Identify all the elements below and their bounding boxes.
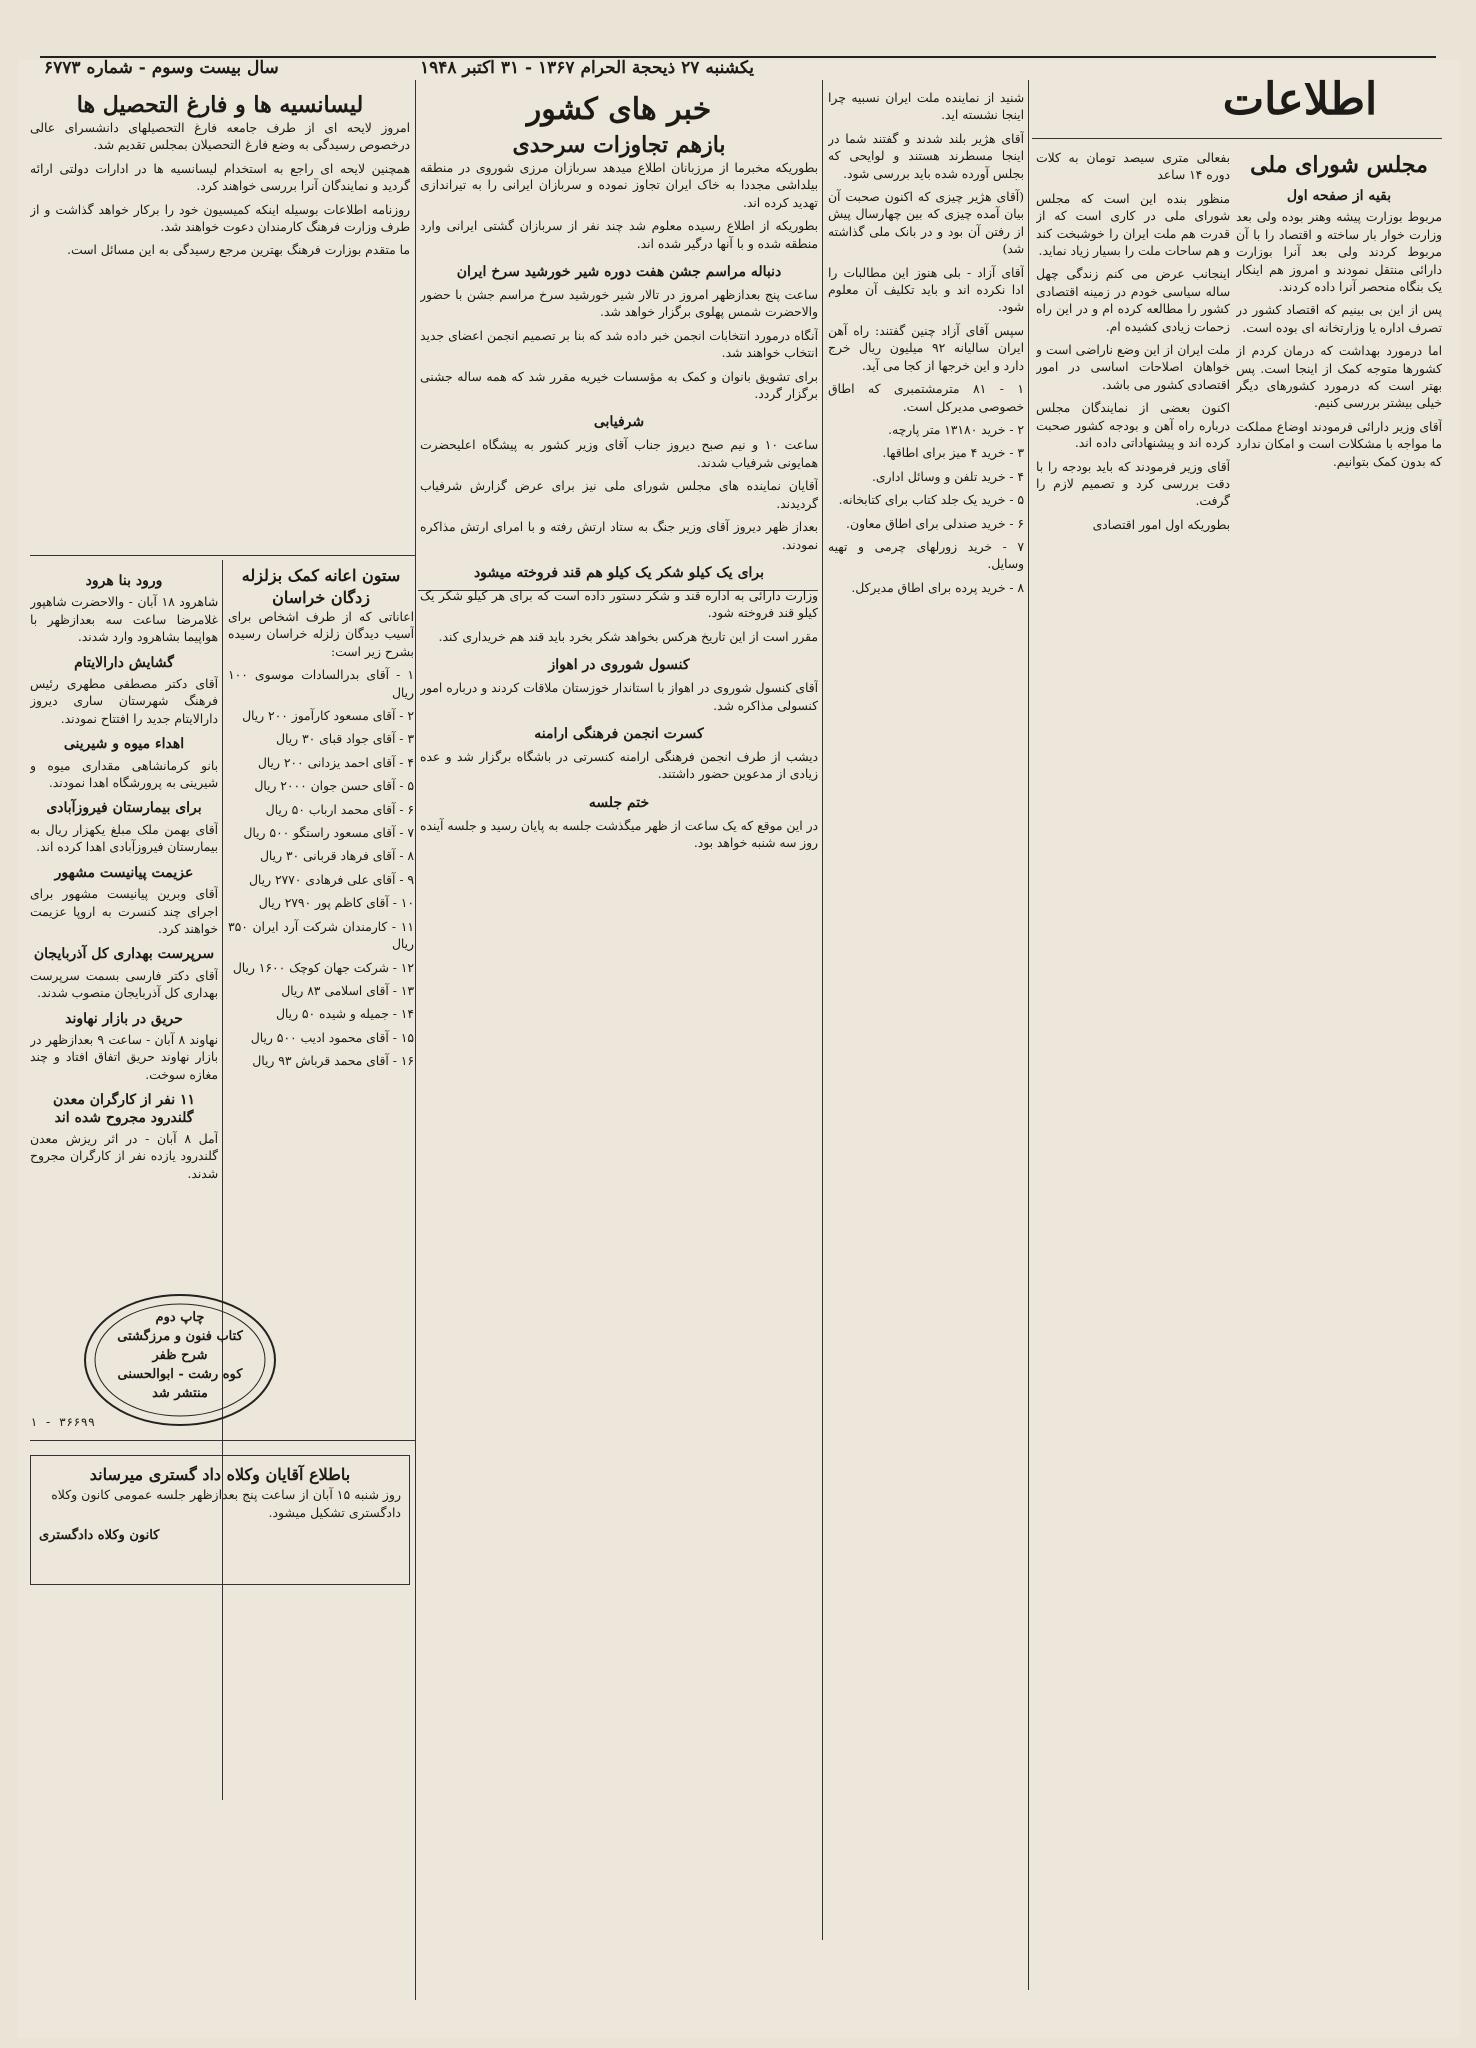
column-rule	[822, 80, 823, 1940]
news-paragraph: بطوریکه مخبرما از مرزبانان اطلاع میدهد سربازان مرزی شوروی در منطقه بیلداشی مجددا به خاک ایران تجاوز نموده و سربازان ایرانی را به تیراندازی تهدید کرده اند.	[420, 161, 818, 210]
masthead-logo	[1160, 70, 1440, 130]
column-rule	[1028, 80, 1029, 1990]
date-line: یکشنبه ۲۷ ذیحجة الحرام ۱۳۶۷ - ۳۱ اکتبر ۱۹۴۸	[420, 58, 754, 78]
news-headline: عزیمت پیانیست مشهور	[54, 864, 194, 881]
donation-item: ۱۰ - آقای کاظم پور ۲۷۹۰ ریال	[258, 896, 414, 911]
news-paragraph: آقایان نماینده های مجلس شورای ملی نیز برای عرض گزارش شرفیاب گردیدند.	[420, 479, 818, 511]
news-headline: اهداء میوه و شیرینی	[63, 736, 185, 753]
list-item: ۸ - خرید پرده برای اطاق مدیرکل.	[851, 580, 1024, 595]
donation-item: ۶ - آقای محمد ارباب ۵۰ ریال	[265, 802, 414, 817]
news-paragraph: بعداز ظهر دیروز آقای وزیر جنگ به ستاد ارتش رفته و با امرای ارتش مذاکره نمودند.	[420, 520, 818, 552]
news-headline: کسرت انجمن فرهنگی ارامنه	[534, 725, 704, 742]
book-ad-stamp	[80, 1290, 280, 1430]
majlis-paragraph: ملت ایران از این وضع ناراضی است و خواهان اصلاحات اساسی در امور اقتصادی کشور می باشد.	[1036, 343, 1230, 392]
section-rule	[30, 1440, 415, 1441]
donation-item: ۷ - آقای مسعود راستگو ۵۰۰ ریال	[243, 826, 414, 841]
majlis-paragraph: بطوریکه اول امور اقتصادی	[1092, 517, 1230, 532]
news-headline: دنباله مراسم جشن هفت دوره شیر خورشید سرخ ایران	[456, 264, 782, 281]
majlis-paragraph: آقای آزاد - بلی هنوز این مطالبات را ادا نکرده اند و باید تکلیف آن معلوم شود.	[828, 265, 1024, 315]
majlis-intro: بفعالی متری سیصد تومان به کلات دوره ۱۴ ساعد	[1036, 151, 1230, 183]
list-item: ۴ - خرید تلفن و وسائل اداری.	[872, 469, 1024, 484]
stamp-line: شرح ظفر	[152, 1348, 208, 1363]
stamp-line: کوه رشت - ابوالحسنی	[117, 1367, 243, 1382]
donation-item: ۴ - آقای احمد یزدانی ۲۰۰ ریال	[257, 755, 414, 770]
donations-intro: اعاناتی که از طرف اشخاص برای آسیب دیدگان زلزله خراسان رسیده بشرح زیر است:	[228, 610, 414, 659]
majlis-paragraph: آقای وزیر فرمودند که باید بودجه را با دقت بررسی کرد و تصمیم لازم را گرفت.	[1036, 459, 1230, 509]
news-paragraph: آقای دکتر فارسی بسمت سرپرست بهداری کل آذربایجان منصوب شدند.	[30, 968, 218, 1001]
majlis-paragraph: آقای هژیر بلند شدند و گفتند شما در اینجا مسطرند هستند و لوایحی که بجلس آورده شده باید بررسی شود.	[828, 131, 1024, 181]
border-violations-subtitle: بازهم تجاوزات سرحدی	[512, 132, 726, 158]
donation-item: ۱۴ - جمیله و شیده ۵۰ ریال	[275, 1007, 414, 1022]
majlis-column	[1236, 150, 1442, 1990]
small-code: ۳۶۶۹۹ - ۱	[30, 1415, 96, 1429]
news-paragraph: آقای دکتر مصطفی مطهری رئیس فرهنگ شهرستان ساری دیروز دارالایتام جدید را افتتاح نمودند.	[30, 677, 218, 726]
news-paragraph: آنگاه درمورد انتخابات انجمن خبر داده شد که بنا بر تصمیم انجمن اعضای جدید انتخاب خواهند شد.	[420, 328, 818, 361]
majlis-intro: شنید از نماینده ملت ایران نسبیه چرا اینجا نشسته اید.	[828, 91, 1024, 123]
news-paragraph: آقای کنسول شوروی در اهواز با استاندار خوزستان ملاقات کردند و درباره امور کنسولی مذاکره شد.	[420, 681, 818, 713]
notice-text: روز شنبه ۱۵ آبان از ساعت پنج بعدازظهر جلسه عمومی کانون وکلاه دادگستری تشکیل میشود.	[51, 1487, 401, 1520]
stamp-line: منتشر شد	[152, 1386, 208, 1401]
notice-signature: کانون وکلاه دادگستری	[39, 1528, 160, 1543]
list-item: ۱ - ۸۱ مترمشتمبری که اطاق خصوصی مدیرکل است.	[828, 382, 1024, 414]
majlis-paragraph: پس از این بی بینیم که اقتصاد کشور در تصرف اداره یا وزارتخانه ای بوده است.	[1236, 303, 1442, 335]
majlis-paragraph: اما درمورد بهداشت که درمان کردم از کشورها متوجه کمک از اینجا است. پس بهتر است که درمورد کشورهای دیگر خیلی بیشتر بررسی کنیم.	[1236, 344, 1442, 411]
donation-item: ۳ - آقای جواد قبای ۳۰ ریال	[276, 732, 414, 747]
majlis-paragraph: سپس آقای آزاد چنین گفتند: راه آهن ایران سالیانه ۹۲ میلیون ریال خرج دارد و این خرجها از کجا می آید.	[828, 323, 1024, 373]
news-paragraph: ساعت ۱۰ و نیم صبح دیروز جناب آقای وزیر کشور به پیشگاه اعلیحضرت همایونی شرفیاب شدند.	[420, 438, 818, 470]
majlis-paragraph: اکنون بعضی از نمایندگان مجلس درباره راه آهن و بودجه کشور صحبت کرده اند و پیشنهاداتی داده اند.	[1036, 401, 1230, 451]
lawyers-notice	[30, 1455, 410, 1585]
news-paragraph: برای تشویق بانوان و کمک به مؤسسات خیریه مقرر شد که همه ساله جشنی برگزار گردد.	[420, 369, 818, 402]
continuation-label: بقیه از صفحه اول	[1286, 188, 1392, 204]
issue-line: سال بیست وسوم - شماره ۶۷۷۳	[44, 58, 279, 78]
graduates-title: لیسانسیه ها و فارغ التحصیل ها	[76, 92, 364, 118]
news-paragraph: آقای وبرین پیانیست مشهور برای اجرای چند کنسرت به اروپا عزیمت خواهند کرد.	[30, 887, 218, 936]
majlis-column-2	[1036, 150, 1230, 1990]
donation-item: ۵ - آقای حسن جوان ۲۰۰۰ ریال	[254, 779, 414, 794]
stamp-line: کتاب فنون و مرزگشتی	[117, 1329, 243, 1344]
news-paragraph: آقای بهمن ملک مبلغ یکهزار ریال به بیمارستان فیروزآبادی اهدا کرده اند.	[30, 822, 218, 855]
country-news-column	[420, 90, 818, 1990]
news-paragraph: روزنامه اطلاعات بوسیله اینکه کمیسیون خود را برکار خواهد گذاشت و از طرف وزارت فرهنگ کارمندان دعوت خواهند شد.	[30, 202, 410, 235]
news-paragraph: همچنین لایحه ای راجع به استخدام لیسانسیه ها در ادارات دولتی ارائه گردید و نمایندگان آنرا بررسی خواهند کرد.	[30, 161, 410, 194]
majlis-column-3	[828, 90, 1024, 1990]
news-headline: شرفیابی	[593, 414, 645, 431]
majlis-paragraph: آقای وزیر دارائی فرمودند اوضاع مملکت ما مواجه با مشکلات است و امکان ندارد که بدون کمک بتوانیم.	[1236, 419, 1442, 469]
donation-item: ۱۳ - آقای اسلامی ۸۳ ریال	[281, 983, 414, 998]
notice-title: باطلاع آقایان وکلاه داد گستری میرساند	[89, 1465, 351, 1484]
column-rule	[415, 80, 416, 2000]
graduates-section	[30, 90, 410, 550]
donation-item: ۱۱ - کارمندان شرکت آرد ایران ۳۵۰ ریال	[228, 919, 414, 952]
list-item: ۳ - خرید ۴ میز برای اطاقها.	[882, 446, 1024, 461]
list-item: ۷ - خرید زورلهای چرمی و تهیه وسایل.	[828, 539, 1024, 572]
news-headline: ختم جلسه	[588, 794, 650, 811]
donation-item: ۱۶ - آقای محمد قرباش ۹۳ ریال	[252, 1054, 414, 1069]
news-paragraph: مقرر است از این تاریخ هرکس بخواهد شکر بخرد باید قند هم خریداری کند.	[438, 629, 818, 644]
donation-item: ۱۲ - شرکت جهان کوچک ۱۶۰۰ ریال	[232, 960, 414, 975]
news-headline: گشایش دارالایتام	[74, 654, 174, 671]
donations-column	[228, 565, 414, 1285]
news-paragraph: آمل ۸ آبان - در اثر ریزش معدن گلندرود یازده نفر از کارگران مجروح شدند.	[30, 1131, 218, 1181]
majlis-paragraph: (آقای هژیر چیزی که اکنون صحبت آن بیان آمده چیزی که بین چهارسال پیش از رفتن آن بود و در بانک ملی گذاشته شد)	[828, 190, 1024, 257]
list-item: ۲ - خرید ۱۳۱۸۰ متر پارچه.	[888, 422, 1024, 437]
majlis-title: مجلس شورای ملی	[1250, 152, 1428, 178]
donation-item: ۱ - آقای بدرالسادات موسوی ۱۰۰ ریال	[228, 668, 414, 700]
news-paragraph: بطوریکه از اطلاع رسیده معلوم شد چند نفر از سربازان گشتی ایرانی وارد منطقه شده و با آنها درگیر شده اند.	[420, 219, 818, 251]
news-headline: برای بیمارستان فیروزآبادی	[46, 800, 202, 817]
news-paragraph: شاهرود ۱۸ آبان - والاحضرت شاهپور غلامرضا ساعت سه بعدازظهر با هواپیما بشاهرود وارد شدند.	[30, 595, 218, 645]
donations-title: ستون اعانه کمک بزلزله زدگان خراسان	[241, 566, 401, 607]
donation-item: ۱۵ - آقای محمود ادیب ۵۰۰ ریال	[250, 1030, 414, 1045]
donation-item: ۲ - آقای مسعود کارآموز ۲۰۰ ریال	[242, 709, 414, 724]
list-item: ۶ - خرید صندلی برای اطاق معاون.	[846, 516, 1024, 531]
logo-text: اطلاعات	[1222, 74, 1378, 125]
news-paragraph: ما متقدم بوزارت فرهنگ بهترین مرجع رسیدگی به این مسائل است.	[67, 243, 410, 258]
news-paragraph: وزارت دارائی به اداره قند و شکر دستور داده است که برای هر کیلو شکر یک کیلو قند فروخته شود.	[420, 588, 818, 621]
news-paragraph: در این موقع که یک ساعت از ظهر میگذشت جلسه به پایان رسید و جلسه آینده روز سه شنبه خواهد بود.	[420, 818, 818, 851]
stamp-line: چاپ دوم	[155, 1310, 205, 1325]
news-paragraph: ساعت پنج بعدازظهر امروز در تالار شیر خورشید سرخ مراسم جشن با حضور والاحضرت شمس پهلوی برگزار خواهد شد.	[420, 288, 818, 320]
section-rule	[30, 555, 415, 556]
country-news-title: خبر های کشور	[526, 92, 712, 127]
top-rule	[40, 56, 1436, 58]
section-rule	[1032, 138, 1442, 139]
majlis-paragraph: مربوط بوزارت پیشه وهنر بوده ولی بعد وزارت خوار بار ساخته و اقتصاد را با آن مربوط کردند ولی بعد آنرا بوزارت دارائی منتقل نمودند و امروز هم اینکار یک بنگاه منحصر آنرا داده کردند.	[1236, 210, 1442, 295]
news-headline: سرپرست بهداری کل آذربایجان	[33, 946, 215, 963]
news-paragraph: امروز لایحه ای از طرف جامعه فارغ التحصیلهای دانشسرای عالی درخصوص رسیدگی به وضع فارغ التحصیلان بمجلس تقدیم شد.	[30, 121, 410, 153]
news-headline: حریق در بازار نهاوند	[65, 1010, 183, 1027]
news-paragraph: نهاوند ۸ آبان - ساعت ۹ بعدازظهر در بازار نهاوند حریق اتفاق افتاد و چند مغازه سوخت.	[30, 1032, 218, 1082]
news-headline: برای یک کیلو شکر یک کیلو هم قند فروخته میشود	[473, 564, 765, 581]
list-item: ۵ - خرید یک جلد کتاب برای کتابخانه.	[838, 493, 1024, 508]
news-headline: کنسول شوروی در اهواز	[548, 657, 690, 674]
news-paragraph: بانو کرمانشاهی مقداری میوه و شیرینی به پرورشگاه اهدا نمودند.	[30, 758, 218, 791]
donation-item: ۸ - آقای فرهاد قربانی ۳۰ ریال	[259, 849, 414, 864]
news-paragraph: دیشب از طرف انجمن فرهنگی ارامنه کنسرتی در باشگاه برگزار شد و عده زیادی از مدعوین حضور داشتند.	[420, 749, 818, 782]
news-headline: ورود بنا هرود	[85, 573, 163, 589]
column-rule	[222, 560, 223, 1800]
majlis-paragraph: اینجانب عرض می کنم زندگی چهل ساله سیاسی خودم در زمینه اقتصادی کشور را مطالعه کرده ام و در این راه زحمات زیادی کشیده ام.	[1036, 267, 1230, 334]
news-headline: ۱۱ نفر از کارگران معدن گلندرود مجروح شده اند	[52, 1092, 196, 1126]
majlis-paragraph: منظور بنده این است که مجلس شورای ملی در کاری است که از قدرت هم ملت ایران را خوشبخت کند و هم ساحات ملت را بسیار زیاد نماید.	[1036, 191, 1230, 259]
donation-item: ۹ - آقای علی فرهادی ۲۷۷۰ ریال	[248, 872, 414, 887]
